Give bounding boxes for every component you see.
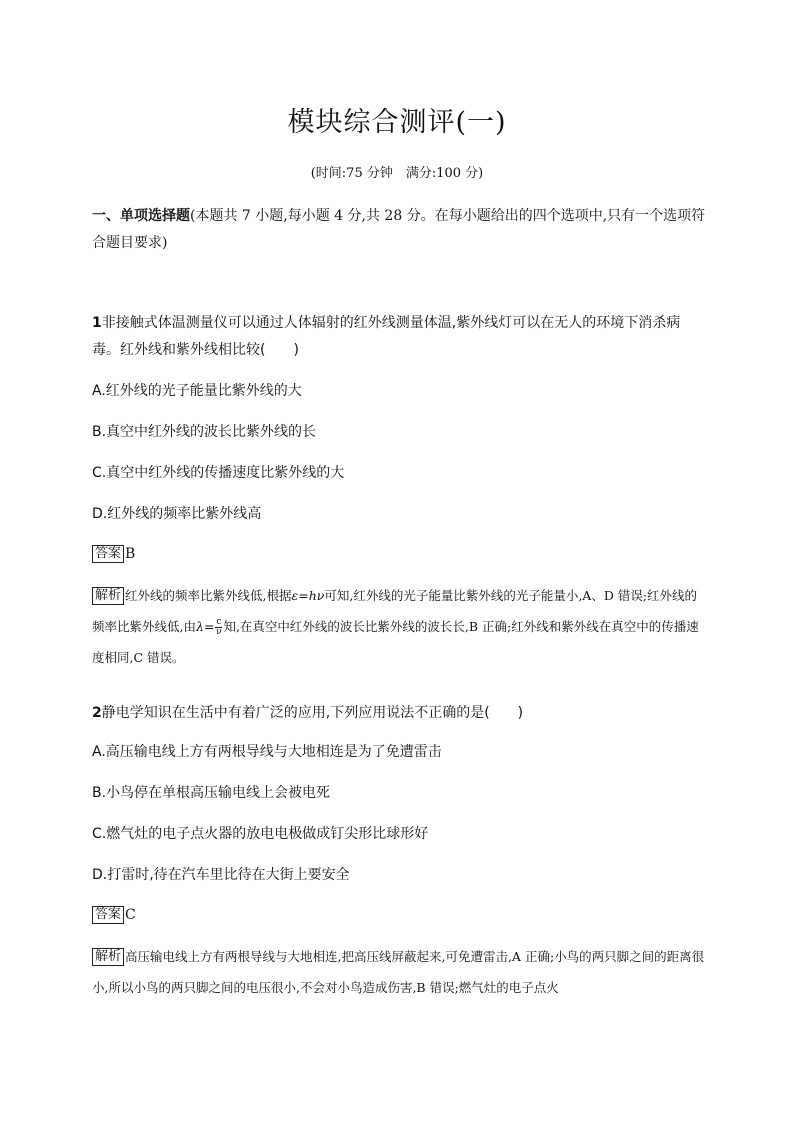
question-1-answer [92,544,708,564]
section-heading [92,203,708,257]
question-2-option-a: A.高压输电线上方有两根导线与大地相连是为了免遭雷击 [92,744,442,760]
question-2-stem [92,700,708,727]
formula-h-nu: =hν [298,588,325,603]
formula-equals: = [203,619,215,634]
explanation-text-1: 红外线的频率比紫外线低,根据 [125,588,292,603]
question-2-number: 2 [92,705,102,721]
explanation-text-2: 可知,红外线的光子能量比紫外线的光子能量小,A、D 错误;红外线的频率比紫外线低,由 [92,588,698,634]
question-1-explanation [92,580,708,673]
explanation-text-3: 知,在真空中红外线的波长比紫外线的波长长,B 正确;红外线和紫外线在真空中的传播速度相同,C 错误。 [92,619,699,665]
question-1-option-c: C.真空中红外线的传播速度比紫外线的大 [92,465,345,481]
exam-time-score: (时间:75 分钟 满分:100 分) [310,166,484,181]
question-2-answer [92,905,708,925]
question-2-option-d: D.打雷时,待在汽车里比待在大街上要安全 [92,867,350,883]
question-2-option-c: C.燃气灶的电子点火器的放电电极做成钉尖形比球形好 [92,826,429,842]
question-1-option-d: D.红外线的频率比紫外线高 [92,506,262,522]
question-2-explanation [92,941,708,1003]
answer-tag: 答案 [92,545,124,563]
explanation-tag: 解析 [92,948,124,966]
explanation-text: 高压输电线上方有两根导线与大地相连,把高压线屏蔽起来,可免遭雷击,A 正确;小鸟的两只脚之间的距离很小,所以小鸟的两只脚之间的电压很小,不会对小鸟造成伤害,B 错误;燃气灶的电子点火 [92,949,705,995]
question-1-stem [92,310,708,364]
formula-lambda: λ [195,619,204,634]
page-title: 模块综合测评(一) [287,107,507,138]
formula-fraction [215,618,222,637]
question-1-option-b: B.真空中红外线的波长比紫外线的长 [92,424,317,440]
question-2-option-b: B.小鸟停在单根高压输电线上会被电死 [92,785,331,801]
question-2-text: 静电学知识在生活中有着广泛的应用,下列应用说法不正确的是( ) [101,705,524,721]
question-1-option-a: A.红外线的光子能量比紫外线的大 [92,383,302,399]
question-1-number: 1 [92,315,102,331]
fraction-denominator: ν [216,627,222,637]
fraction-numerator: c [216,617,222,627]
explanation-tag: 解析 [92,587,124,605]
question-1-text: 非接触式体温测量仪可以通过人体辐射的红外线测量体温,紫外线灯可以在无人的环境下消杀病毒。红外线和紫外线相比较( ) [92,315,681,358]
question-2-answer-value: C [125,907,136,923]
answer-tag: 答案 [92,906,124,924]
section-description: (本题共 7 小题,每小题 4 分,共 28 分。在每小题给出的四个选项中,只有一个选项符合题目要求) [92,208,706,251]
formula-epsilon: ε [291,588,299,603]
question-1-answer-value: B [125,546,136,562]
section-label: 一、单项选择题 [92,208,190,224]
